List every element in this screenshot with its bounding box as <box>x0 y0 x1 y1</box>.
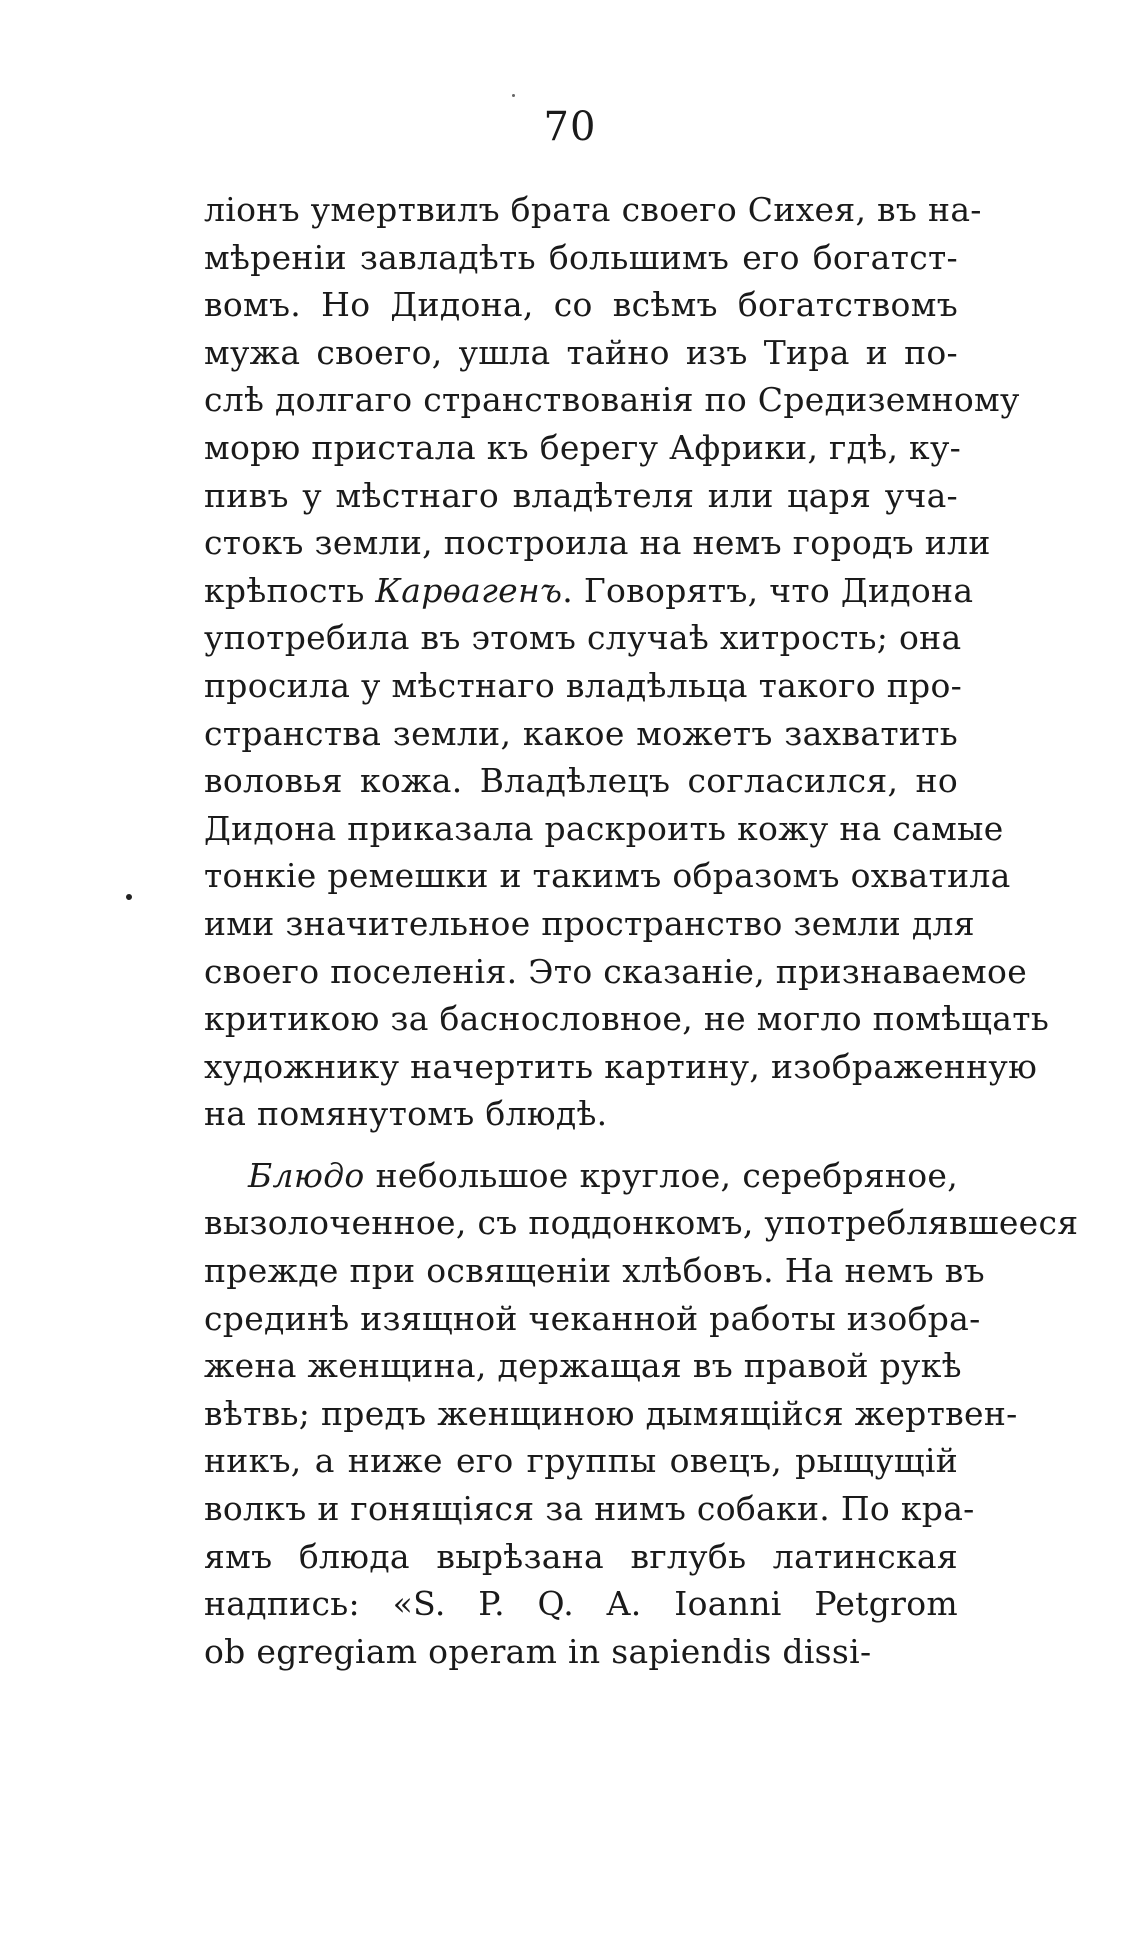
text-segment: надпись: «S. P. Q. A. Ioanni Petgrom <box>204 1584 958 1624</box>
text-line <box>204 472 958 520</box>
text-line <box>204 900 975 948</box>
text-segment: ob egregiam operam in sapiendis dissi- <box>204 1631 872 1671</box>
text-segment: жена женщина, держащая въ правой рукѣ <box>204 1346 962 1386</box>
text-line <box>204 519 991 567</box>
text-line <box>204 1090 958 1138</box>
text-segment: слѣ долгаго странствованія по Средиземному <box>204 380 1020 420</box>
paragraph <box>204 186 1050 1138</box>
text-line <box>204 1390 1018 1438</box>
text-segment: пивъ у мѣстнаго владѣтеля или царя уча- <box>204 475 958 515</box>
page-number: 70 <box>543 104 597 150</box>
paragraph-gap <box>204 1138 958 1152</box>
margin-dot <box>126 894 132 900</box>
text-segment: употребила въ этомъ случаѣ хитрость; она <box>204 618 962 658</box>
text-segment: странства земли, какое можетъ захватить <box>204 713 958 753</box>
text-segment: никъ, а ниже его группы овецъ, рыщущій <box>204 1441 958 1481</box>
text-segment: Дидона приказала раскроить кожу на самые <box>204 808 1004 848</box>
text-line <box>204 1295 981 1343</box>
text-segment: своего поселенія. Это сказаніе, признаваемое <box>204 951 1028 991</box>
text-line <box>204 1043 1038 1091</box>
text-line <box>204 710 958 758</box>
text-line <box>204 1628 958 1676</box>
text-segment: волкъ и гонящіяся за нимъ собаки. По кра- <box>204 1489 975 1529</box>
text-segment: . Говорятъ, что Дидона <box>562 570 974 610</box>
text-segment: тонкіе ремешки и такимъ образомъ охватила <box>204 856 1011 896</box>
italic-text: Блюдо <box>248 1155 365 1195</box>
text-line <box>204 376 1020 424</box>
text-segment: ямъ блюда вырѣзана вглубь латинская <box>204 1536 958 1576</box>
paragraph <box>204 1152 1079 1676</box>
text-line <box>204 424 962 472</box>
text-line <box>204 1247 985 1295</box>
text-segment: вѣтвь; предъ женщиною дымящійся жертвен- <box>204 1393 1018 1433</box>
text-line <box>204 186 982 234</box>
text-line <box>204 1199 1079 1247</box>
print-speck <box>512 94 515 97</box>
text-line <box>204 281 958 329</box>
text-segment: вызолоченное, съ поддонкомъ, употреблявшееся <box>204 1203 1079 1243</box>
text-segment: критикою за баснословное, не могло помѣщать <box>204 999 1050 1039</box>
italic-text: Карѳагенъ <box>375 570 563 610</box>
text-line <box>204 1533 958 1581</box>
text-segment: просила у мѣстнаго владѣльца такого про- <box>204 665 963 705</box>
text-segment: мѣреніи завладѣть большимъ его богатст- <box>204 237 958 277</box>
text-segment: воловья кожа. Владѣлецъ согласился, но <box>204 761 958 801</box>
text-line <box>204 757 958 805</box>
text-segment: небольшое круглое, серебряное, <box>364 1155 958 1195</box>
text-line <box>204 1485 975 1533</box>
text-segment: художнику начертить картину, изображенную <box>204 1046 1038 1086</box>
text-line <box>204 805 1004 853</box>
text-line <box>204 1580 958 1628</box>
text-segment: морю пристала къ берегу Африки, гдѣ, ку- <box>204 427 962 467</box>
text-segment: срединѣ изящной чеканной работы изобра- <box>204 1298 981 1338</box>
text-line <box>204 567 974 615</box>
text-segment: на помянутомъ блюдѣ. <box>204 1094 608 1134</box>
body-text <box>204 186 1079 1675</box>
text-segment: стокъ земли, построила на немъ городъ или <box>204 523 991 563</box>
text-line <box>204 614 962 662</box>
text-line <box>204 1152 958 1200</box>
text-line <box>204 662 963 710</box>
text-line <box>204 995 1050 1043</box>
text-segment: крѣпость <box>204 570 376 610</box>
text-segment: прежде при освященіи хлѣбовъ. На немъ въ <box>204 1251 985 1291</box>
text-segment: ими значительное пространство земли для <box>204 903 975 943</box>
text-line <box>204 948 1028 996</box>
text-line <box>204 852 1011 900</box>
text-line <box>204 234 958 282</box>
text-segment: мужа своего, ушла тайно изъ Тира и по- <box>204 332 958 372</box>
text-line <box>204 1342 962 1390</box>
text-segment: ліонъ умертвилъ брата своего Сихея, въ на- <box>204 190 982 229</box>
text-segment: вомъ. Но Дидона, со всѣмъ богатствомъ <box>204 285 958 325</box>
text-line <box>204 1437 958 1485</box>
text-line <box>204 329 958 377</box>
